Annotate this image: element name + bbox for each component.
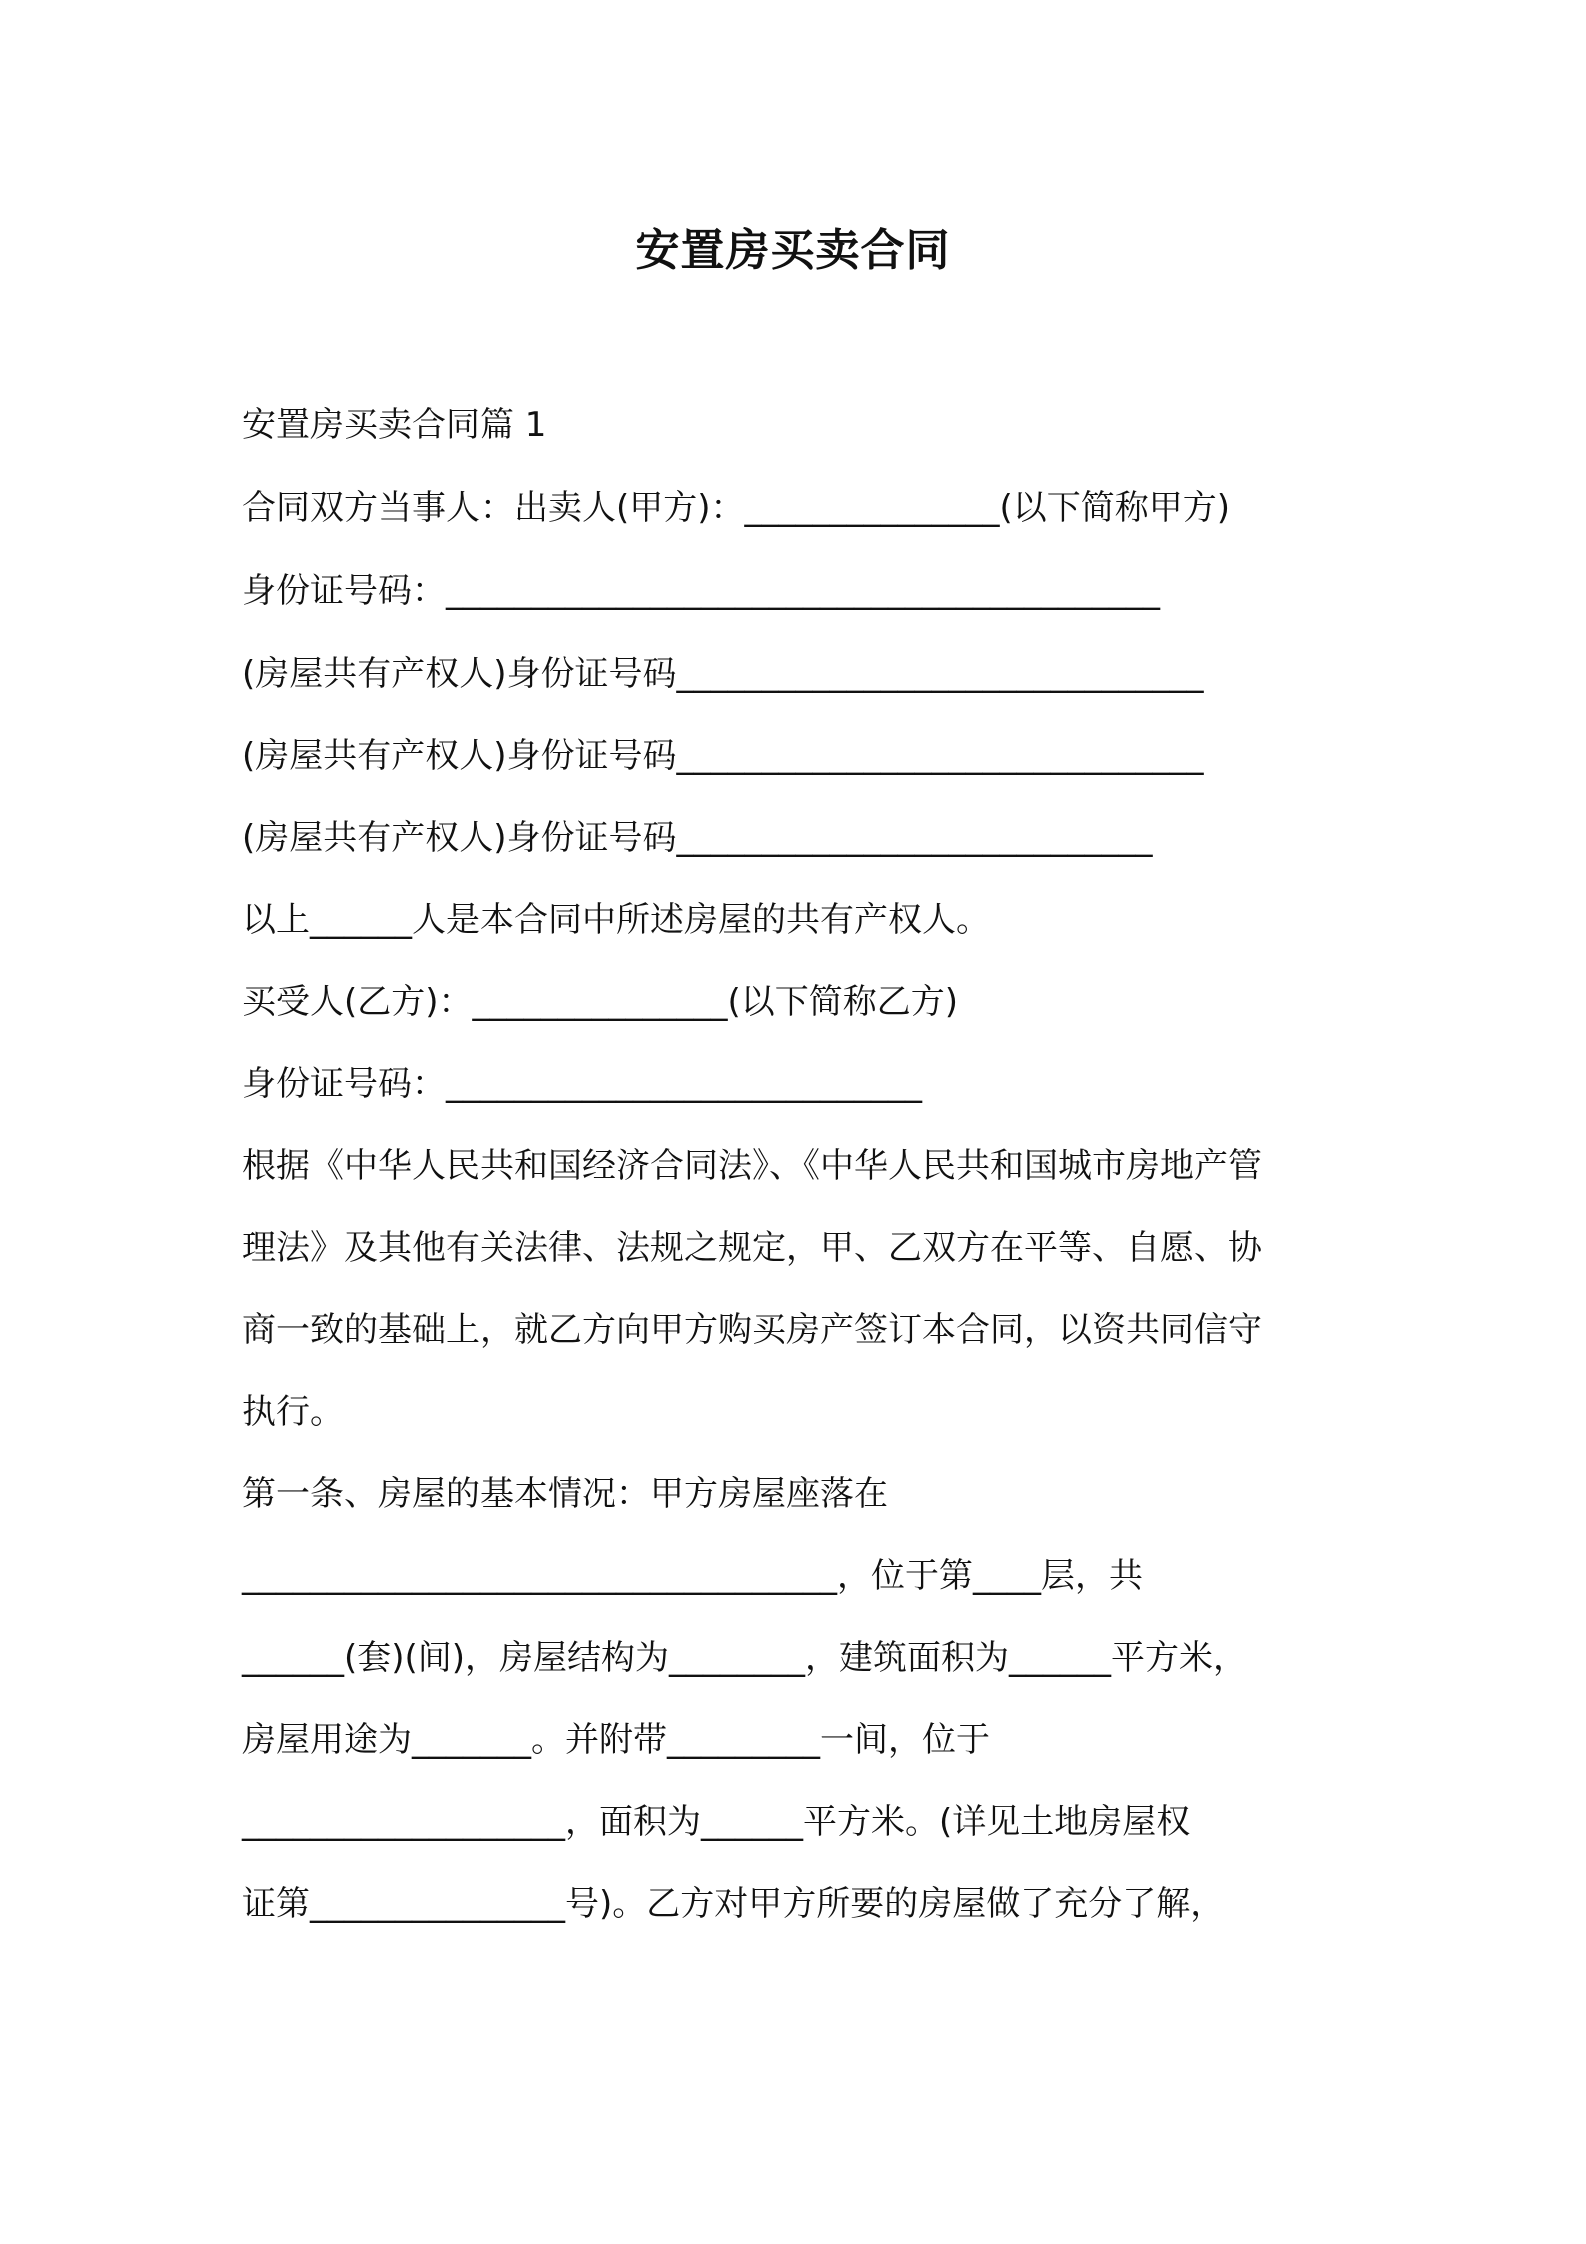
co-owner-id-line: (房屋共有产权人)身份证号码_______________________________ [242, 654, 1204, 694]
buyer-party-line: 买受人(乙方)：_______________(以下简称乙方) [242, 982, 959, 1022]
preamble-paragraph [242, 1125, 1362, 1453]
document-title: 安置房买卖合同 [635, 225, 951, 276]
co-owner-id-line: (房屋共有产权人)身份证号码_______________________________ [242, 736, 1204, 776]
article1-line: ___________________________________，位于第____层，共 [242, 1556, 1143, 1596]
article1-heading: 第一条、房屋的基本情况：甲方房屋座落在 [242, 1474, 888, 1514]
article1-paragraph [242, 1535, 1362, 1945]
preamble-line: 根据《中华人民共和国经济合同法》、《中华人民共和国城市房地产管 [242, 1146, 1262, 1186]
buyer-id-line: 身份证号码：____________________________ [242, 1064, 922, 1104]
co-owner-count-line: 以上______人是本合同中所述房屋的共有产权人。 [242, 900, 990, 940]
preamble-line: 执行。 [242, 1392, 344, 1432]
article1-line: 房屋用途为_______。并附带_________一间，位于 [242, 1720, 990, 1760]
section-heading: 安置房买卖合同篇 1 [242, 405, 547, 445]
article1-line: 证第_______________号)。乙方对甲方所要的房屋做了充分了解， [242, 1884, 1225, 1924]
preamble-line: 理法》及其他有关法律、法规之规定，甲、乙双方在平等、自愿、协 [242, 1228, 1262, 1268]
article1-line: ___________________，面积为______平方米。(详见土地房屋权 [242, 1802, 1191, 1842]
co-owner-id-line: (房屋共有产权人)身份证号码____________________________ [242, 818, 1153, 858]
seller-party-line: 合同双方当事人：出卖人(甲方)：_______________(以下简称甲方) [242, 488, 1231, 528]
preamble-line: 商一致的基础上，就乙方向甲方购买房产签订本合同，以资共同信守 [242, 1310, 1262, 1350]
article1-line: ______(套)(间)，房屋结构为________，建筑面积为______平方米， [242, 1638, 1248, 1678]
document-body [242, 404, 1362, 1945]
seller-id-line: 身份证号码：__________________________________________ [242, 571, 1160, 611]
